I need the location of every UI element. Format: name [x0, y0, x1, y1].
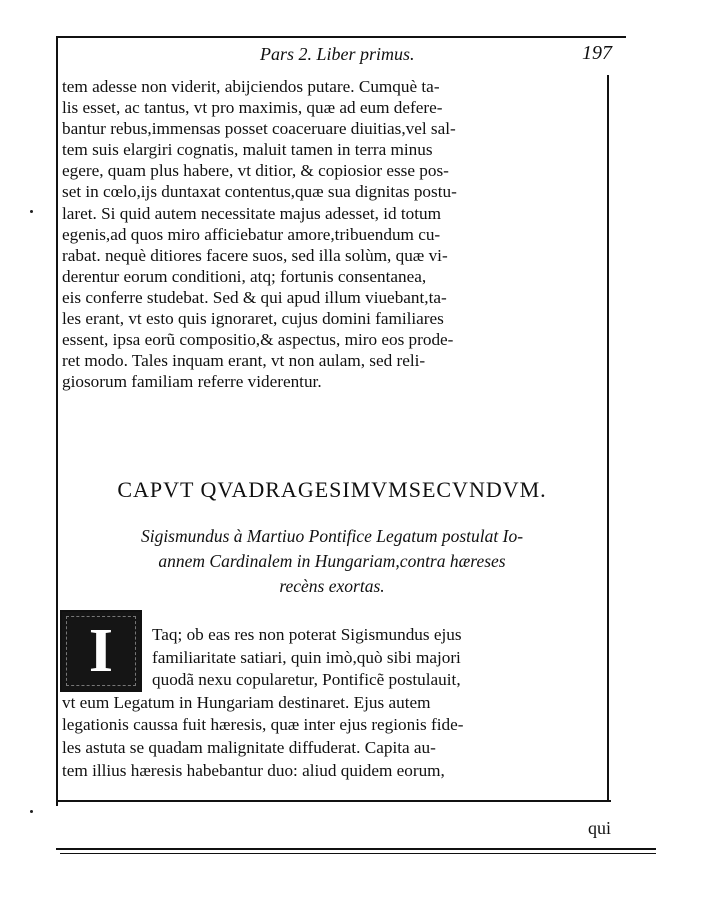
text-line: set in cœlo,ijs duntaxat contentus,quæ sua dignitas postu- — [62, 182, 457, 202]
text-line: les erant, vt esto quis ignoraret, cujus domini familiares — [62, 309, 444, 329]
text-line: bantur rebus,immensas posset coaceruare diuitias,vel sal- — [62, 119, 456, 139]
ink-speck — [30, 810, 33, 813]
top-rule — [56, 36, 626, 38]
running-title: Pars 2. Liber primus. — [260, 44, 415, 64]
text-line: ret modo. Tales inquam erant, vt non aulam, sed reli- — [62, 351, 426, 371]
paragraph-1 — [62, 76, 602, 392]
text-line: Taq; ob eas res non poterat Sigismundus ejus — [152, 625, 462, 644]
summary-line: Sigismundus à Martiuo Pontifice Legatum postulat Io- — [140, 526, 524, 546]
text-line: quodã nexu copularetur, Pontificẽ postulauit, — [152, 670, 461, 690]
text-line: derentur eorum conditioni, atq; fortunis consentanea, — [62, 266, 427, 286]
text-line: egenis,ad quos miro afficiebatur amore,tribuendum cu- — [62, 224, 441, 244]
chapter-summary — [62, 524, 602, 599]
chapter-heading: CAPVT QVADRAGESIMVMSECVNDVM. — [117, 477, 547, 502]
text-line: tem suis elargiri cognatis, maluit tamen in terra minus — [62, 140, 433, 160]
text-line: legationis caussa fuit hæresis, quæ inter ejus regionis fide- — [62, 715, 464, 735]
right-rule — [607, 75, 609, 800]
bottom-rule — [56, 800, 611, 802]
running-header — [60, 40, 640, 68]
text-line: les astuta se quadam malignitate diffuderat. Capita au- — [62, 737, 436, 757]
text-line: lis esset, ac tantus, vt pro maximis, quæ ad eum defere- — [62, 98, 443, 118]
paragraph-2 — [62, 624, 602, 782]
text-line: laret. Si quid autem necessitate majus adesset, id totum — [62, 203, 441, 223]
summary-line: recèns exortas. — [279, 576, 385, 596]
text-line: familiaritate satiari, quin imò,quò sibi majori — [152, 647, 461, 667]
footer-rule — [56, 848, 656, 850]
text-line: giosorum familiam referre viderentur. — [62, 372, 322, 392]
ink-speck — [30, 210, 33, 213]
text-line: vt eum Legatum in Hungariam destinaret. Ejus autem — [62, 692, 431, 712]
summary-line: annem Cardinalem in Hungariam,contra hæreses — [158, 551, 506, 571]
left-rule — [56, 36, 58, 806]
text-line: tem illius hæresis habebantur duo: aliud quidem eorum, — [62, 760, 445, 780]
catchword: qui — [588, 818, 612, 838]
text-line: egere, quam plus habere, vt ditior, & copiosior esse pos- — [62, 161, 449, 181]
text-line: essent, ipsa eorũ compositio,& aspectus, miro eos prode- — [62, 330, 454, 350]
text-line: tem adesse non viderit, abijciendos putare. Cumquè ta- — [62, 77, 440, 96]
footer-rule-thin — [60, 853, 656, 854]
drop-initial-letter: I — [88, 616, 114, 685]
text-line: rabat. nequè ditiores facere suos, sed illa solùm, quæ vi- — [62, 245, 448, 265]
text-line: eis conferre studebat. Sed & qui apud illum viuebant,ta- — [62, 287, 447, 307]
page-number: 197 — [582, 42, 612, 64]
